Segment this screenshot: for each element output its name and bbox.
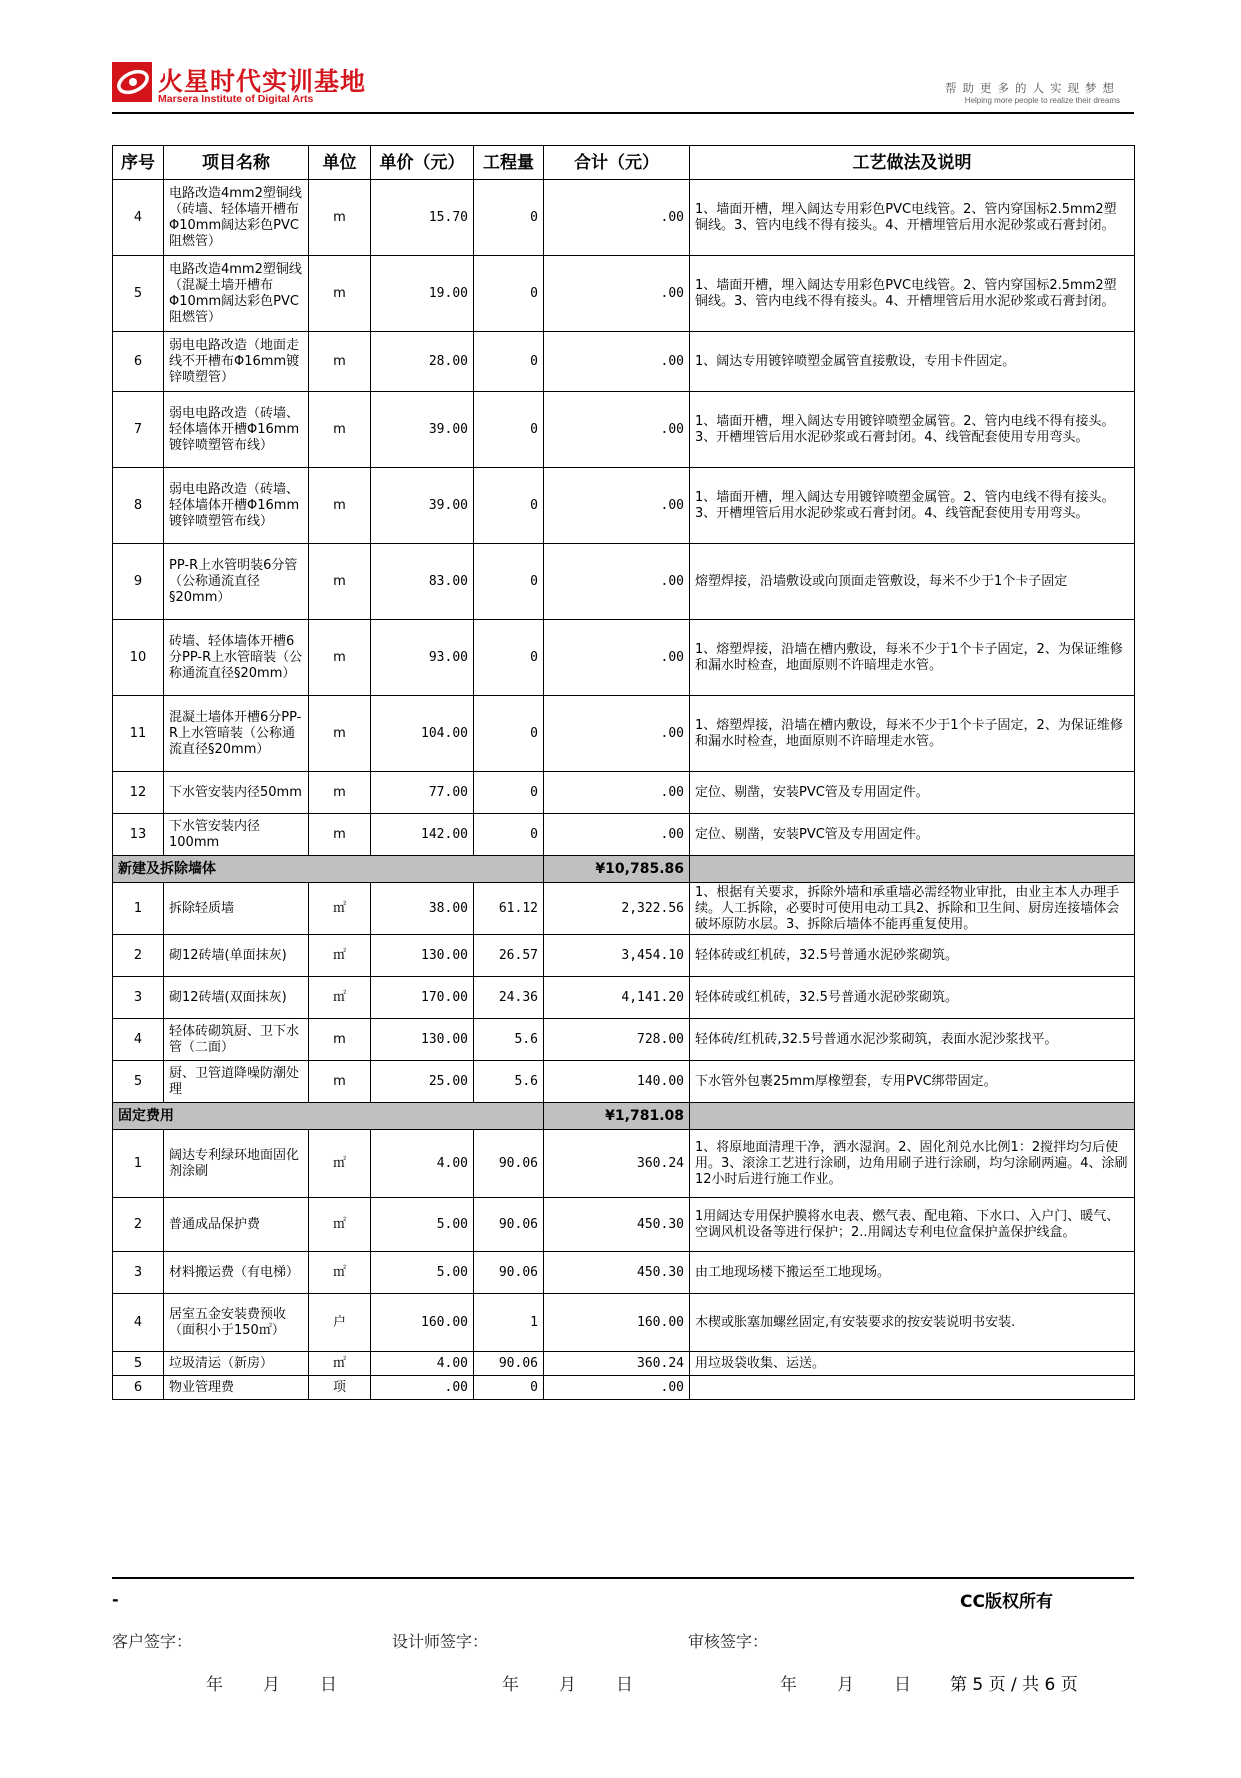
row-item-name: 垃圾清运（新房） (164, 1352, 309, 1376)
review-signature-label: 审核签字： (688, 1632, 769, 1651)
row-unit-price: 142.00 (371, 814, 474, 856)
row-total: .00 (544, 544, 690, 620)
footer-copyright: CC版权所有 (960, 1592, 1053, 1612)
col-header-unit: 单位 (309, 146, 371, 180)
row-unit: m (309, 392, 371, 468)
row-index: 3 (113, 1252, 164, 1294)
slogan-en: Helping more people to realize their dreams (964, 96, 1120, 105)
row-unit-price: 130.00 (371, 1019, 474, 1061)
date-month-label: 月 (263, 1675, 280, 1695)
row-item-name: 弱电电路改造（砖墙、轻体墙体开槽Φ16mm镀锌喷塑管布线） (164, 392, 309, 468)
row-index: 4 (113, 1294, 164, 1352)
table-header-row (113, 146, 1135, 180)
row-quantity: 0 (474, 256, 544, 332)
row-unit-price: .00 (371, 1376, 474, 1400)
row-unit-price: 19.00 (371, 256, 474, 332)
row-index: 5 (113, 1352, 164, 1376)
row-description: 1、熔塑焊接，沿墙在槽内敷设，每米不少于1个卡子固定，2、为保证维修和漏水时检查，地面原则不许暗埋走水管。 (690, 696, 1135, 772)
row-unit: ㎡ (309, 1198, 371, 1252)
date-day-label: 日 (616, 1675, 633, 1695)
date-day-label: 日 (320, 1675, 337, 1695)
row-unit-price: 28.00 (371, 332, 474, 392)
table-row (113, 977, 1135, 1019)
row-index: 9 (113, 544, 164, 620)
table-row (113, 544, 1135, 620)
row-total: .00 (544, 772, 690, 814)
row-index: 4 (113, 1019, 164, 1061)
row-unit-price: 130.00 (371, 935, 474, 977)
row-index: 4 (113, 180, 164, 256)
brand-logo-icon (112, 62, 152, 102)
row-description: 轻体砖或红机砖，32.5号普通水泥砂浆砌筑。 (690, 977, 1135, 1019)
row-item-name: 下水管安装内径50mm (164, 772, 309, 814)
section-spacer (690, 856, 1135, 883)
row-unit: m (309, 814, 371, 856)
row-unit-price: 104.00 (371, 696, 474, 772)
row-unit: m (309, 772, 371, 814)
row-total: .00 (544, 696, 690, 772)
row-quantity: 0 (474, 180, 544, 256)
date-year-label: 年 (780, 1675, 797, 1695)
col-header-index: 序号 (113, 146, 164, 180)
date-month-label: 月 (837, 1675, 854, 1695)
row-unit-price: 15.70 (371, 180, 474, 256)
date-month-label: 月 (559, 1675, 576, 1695)
row-unit-price: 77.00 (371, 772, 474, 814)
row-description: 定位、剔凿，安装PVC管及专用固定件。 (690, 772, 1135, 814)
row-total: 360.24 (544, 1352, 690, 1376)
row-description: 定位、剔凿，安装PVC管及专用固定件。 (690, 814, 1135, 856)
row-description: 轻体砖/红机砖,32.5号普通水泥沙浆砌筑，表面水泥沙浆找平。 (690, 1019, 1135, 1061)
row-item-name: 电路改造4mm2塑铜线（砖墙、轻体墙开槽布Φ10mm阔达彩色PVC阻燃管） (164, 180, 309, 256)
row-total: 450.30 (544, 1252, 690, 1294)
row-unit: m (309, 180, 371, 256)
row-unit-price: 5.00 (371, 1198, 474, 1252)
row-unit-price: 5.00 (371, 1252, 474, 1294)
row-index: 11 (113, 696, 164, 772)
row-item-name: 物业管理费 (164, 1376, 309, 1400)
row-item-name: 轻体砖砌筑厨、卫下水管（二面） (164, 1019, 309, 1061)
row-index: 2 (113, 1198, 164, 1252)
row-unit: m (309, 468, 371, 544)
row-total: 140.00 (544, 1061, 690, 1103)
section-total: ¥1,781.08 (544, 1103, 690, 1130)
row-quantity: 1 (474, 1294, 544, 1352)
review-date (780, 1670, 911, 1695)
row-description: 1、墙面开槽，埋入阔达专用彩色PVC电线管。2、管内穿国标2.5mm2塑铜线。3、管内电线不得有接头。4、开槽埋管后用水泥砂浆或石膏封闭。 (690, 256, 1135, 332)
row-quantity: 0 (474, 772, 544, 814)
designer-date (502, 1670, 633, 1695)
row-unit-price: 160.00 (371, 1294, 474, 1352)
row-unit-price: 4.00 (371, 1130, 474, 1198)
table-row (113, 468, 1135, 544)
section-header-row (113, 856, 1135, 883)
row-unit: m (309, 1019, 371, 1061)
date-year-label: 年 (502, 1675, 519, 1695)
row-item-name: 电路改造4mm2塑铜线（混凝土墙开槽布Φ10mm阔达彩色PVC阻燃管） (164, 256, 309, 332)
table-row (113, 392, 1135, 468)
table-row (113, 1198, 1135, 1252)
date-day-label: 日 (894, 1675, 911, 1695)
table-row (113, 256, 1135, 332)
row-item-name: 拆除轻质墙 (164, 883, 309, 935)
row-description: 轻体砖或红机砖，32.5号普通水泥砂浆砌筑。 (690, 935, 1135, 977)
row-unit: 户 (309, 1294, 371, 1352)
row-quantity: 90.06 (474, 1198, 544, 1252)
row-index: 7 (113, 392, 164, 468)
footer-divider (112, 1577, 1134, 1579)
row-total: .00 (544, 1376, 690, 1400)
row-unit-price: 93.00 (371, 620, 474, 696)
row-index: 8 (113, 468, 164, 544)
row-unit: m (309, 544, 371, 620)
row-item-name: 砌12砖墙(单面抹灰) (164, 935, 309, 977)
row-item-name: 砖墙、轻体墙体开槽6分PP-R上水管暗装（公称通流直径§20mm） (164, 620, 309, 696)
row-item-name: 弱电电路改造（砖墙、轻体墙体开槽Φ16mm镀锌喷塑管布线） (164, 468, 309, 544)
page-number: 第 5 页 / 共 6 页 (950, 1675, 1078, 1695)
brand-name-cn: 火星时代实训基地 (158, 67, 367, 96)
designer-signature-label: 设计师签字： (392, 1632, 489, 1651)
row-index: 5 (113, 1061, 164, 1103)
row-quantity: 0 (474, 1376, 544, 1400)
table-row (113, 883, 1135, 935)
row-unit: m (309, 256, 371, 332)
section-header-row (113, 1103, 1135, 1130)
row-index: 10 (113, 620, 164, 696)
table-row (113, 772, 1135, 814)
row-description: 1、墙面开槽，埋入阔达专用镀锌喷塑金属管。2、管内电线不得有接头。3、开槽埋管后用水泥砂浆或石膏封闭。4、线管配套使用专用弯头。 (690, 468, 1135, 544)
quote-table (112, 145, 1135, 1400)
table-row (113, 180, 1135, 256)
row-description: 木楔或胀塞加螺丝固定,有安装要求的按安装说明书安装. (690, 1294, 1135, 1352)
row-item-name: 普通成品保护费 (164, 1198, 309, 1252)
row-total: .00 (544, 180, 690, 256)
row-quantity: 0 (474, 544, 544, 620)
row-index: 6 (113, 332, 164, 392)
row-total: .00 (544, 332, 690, 392)
row-index: 5 (113, 256, 164, 332)
row-total: 4,141.20 (544, 977, 690, 1019)
table-row (113, 1252, 1135, 1294)
table-row (113, 1061, 1135, 1103)
row-description: 1、墙面开槽，埋入阔达专用镀锌喷塑金属管。2、管内电线不得有接头。3、开槽埋管后用水泥砂浆或石膏封闭。4、线管配套使用专用弯头。 (690, 392, 1135, 468)
footer-dash: - (112, 1590, 119, 1609)
table-row (113, 935, 1135, 977)
page-header (112, 58, 1134, 114)
table-row (113, 814, 1135, 856)
row-item-name: 下水管安装内径100mm (164, 814, 309, 856)
row-quantity: 0 (474, 696, 544, 772)
row-unit: 项 (309, 1376, 371, 1400)
table-row (113, 332, 1135, 392)
row-item-name: PP-R上水管明装6分管（公称通流直径§20mm） (164, 544, 309, 620)
row-quantity: 90.06 (474, 1130, 544, 1198)
row-unit: m (309, 332, 371, 392)
row-unit: ㎡ (309, 883, 371, 935)
row-total: .00 (544, 256, 690, 332)
table-row (113, 1130, 1135, 1198)
table-row (113, 696, 1135, 772)
row-unit-price: 4.00 (371, 1352, 474, 1376)
row-unit-price: 38.00 (371, 883, 474, 935)
row-quantity: 0 (474, 468, 544, 544)
row-description: 1、熔塑焊接，沿墙在槽内敷设，每米不少于1个卡子固定，2、为保证维修和漏水时检查，地面原则不许暗埋走水管。 (690, 620, 1135, 696)
section-title: 新建及拆除墙体 (113, 856, 544, 883)
row-quantity: 61.12 (474, 883, 544, 935)
row-description: 1、墙面开槽，埋入阔达专用彩色PVC电线管。2、管内穿国标2.5mm2塑铜线。3、管内电线不得有接头。4、开槽埋管后用水泥砂浆或石膏封闭。 (690, 180, 1135, 256)
row-index: 1 (113, 1130, 164, 1198)
row-quantity: 5.6 (474, 1061, 544, 1103)
row-unit-price: 25.00 (371, 1061, 474, 1103)
row-item-name: 厨、卫管道降噪防潮处理 (164, 1061, 309, 1103)
customer-signature-label: 客户签字： (112, 1632, 193, 1651)
row-quantity: 0 (474, 392, 544, 468)
row-unit-price: 83.00 (371, 544, 474, 620)
row-description: 1、阔达专用镀锌喷塑金属管直接敷设，专用卡件固定。 (690, 332, 1135, 392)
row-total: .00 (544, 620, 690, 696)
row-unit: ㎡ (309, 1352, 371, 1376)
row-unit-price: 39.00 (371, 468, 474, 544)
row-index: 1 (113, 883, 164, 935)
row-description (690, 1376, 1135, 1400)
row-description: 1、将原地面清理干净，洒水湿润。2、固化剂兑水比例1：2搅拌均匀后使用。3、滚涂工艺进行涂刷，边角用刷子进行涂刷，均匀涂刷两遍。4、涂刷12小时后进行施工作业。 (690, 1130, 1135, 1198)
row-quantity: 24.36 (474, 977, 544, 1019)
slogan-cn: 帮助更多的人实现梦想 (945, 81, 1120, 95)
row-unit: ㎡ (309, 935, 371, 977)
row-total: .00 (544, 392, 690, 468)
row-unit: m (309, 1061, 371, 1103)
col-header-name: 项目名称 (164, 146, 309, 180)
col-header-quantity: 工程量 (474, 146, 544, 180)
row-description: 1、根据有关要求，拆除外墙和承重墙必需经物业审批，由业主本人办理手续。人工拆除，必要时可使用电动工具2、拆除和卫生间、厨房连接墙体会破坏原防水层。3、拆除后墙体不能再重复使用。 (690, 883, 1135, 935)
row-item-name: 弱电电路改造（地面走线不开槽布Φ16mm镀锌喷塑管） (164, 332, 309, 392)
row-total: 160.00 (544, 1294, 690, 1352)
row-description: 由工地现场楼下搬运至工地现场。 (690, 1252, 1135, 1294)
section-title: 固定费用 (113, 1103, 544, 1130)
col-header-total: 合计（元） (544, 146, 690, 180)
row-unit-price: 39.00 (371, 392, 474, 468)
table-row (113, 620, 1135, 696)
row-total: .00 (544, 814, 690, 856)
row-index: 12 (113, 772, 164, 814)
row-total: 360.24 (544, 1130, 690, 1198)
table-row (113, 1352, 1135, 1376)
row-total: 728.00 (544, 1019, 690, 1061)
table-row (113, 1019, 1135, 1061)
col-header-unit-price: 单价（元） (371, 146, 474, 180)
row-item-name: 阔达专利绿环地面固化剂涂刷 (164, 1130, 309, 1198)
row-description: 1用阔达专用保护膜将水电表、燃气表、配电箱、下水口、入户门、暖气、空调风机设备等进行保护；2..用阔达专利电位盒保护盖保护线盒。 (690, 1198, 1135, 1252)
brand-name-en: Marsera Institute of Digital Arts (158, 93, 314, 105)
row-item-name: 居室五金安装费预收（面积小于150㎡） (164, 1294, 309, 1352)
customer-date (206, 1670, 337, 1695)
row-quantity: 90.06 (474, 1352, 544, 1376)
row-index: 3 (113, 977, 164, 1019)
row-unit: m (309, 696, 371, 772)
row-unit: m (309, 620, 371, 696)
section-spacer (690, 1103, 1135, 1130)
row-item-name: 混凝土墙体开槽6分PP-R上水管暗装（公称通流直径§20mm） (164, 696, 309, 772)
row-quantity: 0 (474, 332, 544, 392)
row-description: 熔塑焊接，沿墙敷设或向顶面走管敷设，每米不少于1个卡子固定 (690, 544, 1135, 620)
row-quantity: 90.06 (474, 1252, 544, 1294)
table-row (113, 1376, 1135, 1400)
row-item-name: 材料搬运费（有电梯） (164, 1252, 309, 1294)
row-unit: ㎡ (309, 1130, 371, 1198)
row-quantity: 5.6 (474, 1019, 544, 1061)
row-total: .00 (544, 468, 690, 544)
row-total: 450.30 (544, 1198, 690, 1252)
row-quantity: 0 (474, 620, 544, 696)
row-total: 3,454.10 (544, 935, 690, 977)
header-divider (112, 112, 1134, 114)
section-total: ¥10,785.86 (544, 856, 690, 883)
row-unit: ㎡ (309, 977, 371, 1019)
row-unit-price: 170.00 (371, 977, 474, 1019)
col-header-description: 工艺做法及说明 (690, 146, 1135, 180)
row-description: 下水管外包裹25mm厚橡塑套，专用PVC绑带固定。 (690, 1061, 1135, 1103)
row-index: 13 (113, 814, 164, 856)
table-row (113, 1294, 1135, 1352)
row-item-name: 砌12砖墙(双面抹灰) (164, 977, 309, 1019)
row-description: 用垃圾袋收集、运送。 (690, 1352, 1135, 1376)
row-index: 2 (113, 935, 164, 977)
row-index: 6 (113, 1376, 164, 1400)
date-year-label: 年 (206, 1675, 223, 1695)
row-quantity: 0 (474, 814, 544, 856)
row-total: 2,322.56 (544, 883, 690, 935)
row-quantity: 26.57 (474, 935, 544, 977)
row-unit: ㎡ (309, 1252, 371, 1294)
